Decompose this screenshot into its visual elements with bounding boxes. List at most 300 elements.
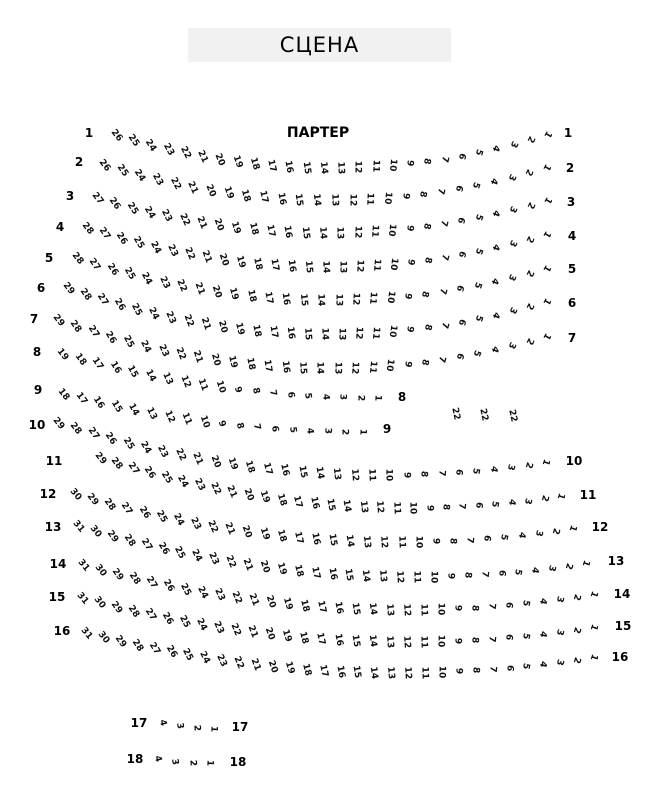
seat[interactable]: 9	[423, 504, 435, 511]
seat[interactable]: 1	[539, 457, 552, 467]
seat[interactable]: 25	[177, 613, 193, 630]
seat[interactable]: 12	[378, 535, 390, 549]
seat[interactable]: 17	[267, 325, 280, 340]
seat[interactable]: 29	[50, 415, 67, 432]
seat[interactable]: 21	[248, 657, 263, 673]
seat[interactable]: 14	[341, 498, 353, 513]
seat[interactable]: 10	[383, 358, 396, 373]
seat[interactable]: 11	[195, 376, 210, 393]
seat[interactable]: 10	[197, 413, 211, 430]
seat[interactable]: 24	[138, 338, 153, 355]
seat[interactable]: 21	[194, 214, 209, 231]
seat[interactable]: 3	[554, 657, 566, 667]
seat[interactable]: 20	[215, 319, 229, 335]
seat[interactable]: 23	[155, 443, 171, 460]
seat[interactable]: 7	[436, 286, 448, 296]
seat[interactable]: 30	[92, 562, 109, 579]
seat[interactable]: 8	[233, 421, 245, 430]
seat[interactable]: 31	[78, 625, 95, 642]
seat[interactable]: 18	[244, 357, 257, 372]
seat[interactable]: 15	[350, 665, 363, 680]
seat[interactable]: 24	[137, 439, 153, 456]
seat[interactable]: 5	[498, 533, 510, 541]
seat[interactable]: 1	[540, 296, 553, 307]
seat[interactable]: 4	[505, 498, 517, 507]
seat[interactable]: 20	[265, 659, 280, 675]
seat[interactable]: 10	[386, 158, 398, 172]
seat[interactable]: 15	[108, 398, 124, 415]
seat[interactable]: 10	[407, 501, 418, 515]
seat[interactable]: 22	[506, 408, 519, 424]
seat[interactable]: 3	[506, 204, 519, 215]
seat[interactable]: 8	[420, 221, 432, 231]
seat[interactable]: 15	[297, 361, 308, 375]
seat[interactable]: 10	[387, 324, 399, 339]
seat[interactable]: 10	[381, 191, 393, 205]
seat[interactable]: 24	[139, 270, 155, 287]
seat[interactable]: 2	[191, 724, 202, 732]
seat[interactable]: 21	[240, 556, 255, 573]
seat[interactable]: 16	[282, 159, 295, 174]
seat[interactable]: 24	[194, 616, 209, 633]
seat[interactable]: 17	[73, 390, 89, 407]
seat[interactable]: 14	[319, 327, 330, 341]
seat[interactable]: 2	[524, 200, 537, 211]
seat[interactable]: 4	[515, 531, 527, 540]
seat[interactable]: 19	[221, 185, 235, 201]
seat[interactable]: 23	[155, 342, 171, 359]
seat[interactable]: 22	[477, 407, 490, 423]
seat[interactable]: 5	[472, 313, 484, 324]
seat[interactable]: 6	[453, 351, 466, 362]
seat[interactable]: 30	[91, 595, 108, 612]
seat[interactable]: 11	[370, 258, 383, 272]
seat[interactable]: 7	[266, 389, 278, 398]
seat[interactable]: 13	[333, 293, 344, 307]
seat[interactable]: 9	[405, 258, 416, 266]
seat[interactable]: 13	[331, 467, 343, 481]
seat[interactable]: 3	[174, 722, 185, 731]
seat[interactable]: 10	[435, 602, 446, 616]
seat[interactable]: 7	[485, 635, 497, 643]
seat[interactable]: 28	[68, 318, 84, 335]
seat[interactable]: 16	[278, 463, 291, 478]
seat[interactable]: 14	[368, 665, 380, 680]
seat[interactable]: 31	[74, 590, 91, 607]
seat[interactable]: 13	[144, 405, 159, 422]
seat[interactable]: 15	[342, 568, 355, 582]
seat[interactable]: 21	[185, 179, 200, 196]
seat[interactable]: 6	[502, 633, 514, 642]
seat[interactable]: 2	[524, 134, 537, 145]
seat[interactable]: 17	[291, 494, 305, 509]
seat[interactable]: 22	[231, 655, 246, 671]
seat[interactable]: 22	[228, 622, 243, 638]
seat[interactable]: 27	[125, 460, 141, 477]
seat[interactable]: 14	[366, 602, 379, 617]
seat[interactable]: 22	[182, 246, 197, 262]
seat[interactable]: 4	[151, 754, 164, 764]
seat[interactable]: 7	[251, 423, 263, 432]
seat[interactable]: 5	[472, 147, 485, 157]
seat[interactable]: 24	[197, 650, 213, 666]
seat[interactable]: 24	[170, 512, 186, 529]
seat[interactable]: 22	[174, 278, 189, 294]
seat[interactable]: 9	[452, 637, 463, 645]
seat[interactable]: 20	[263, 594, 278, 610]
seat[interactable]: 18	[72, 351, 88, 368]
seat[interactable]: 13	[383, 634, 395, 649]
seat[interactable]: 13	[385, 666, 397, 680]
seat[interactable]: 11	[179, 411, 194, 427]
seat[interactable]: 19	[282, 660, 296, 676]
seat[interactable]: 3	[505, 340, 518, 351]
seat[interactable]: 22	[173, 346, 188, 362]
seat[interactable]: 8	[417, 189, 429, 199]
seat[interactable]: 24	[189, 548, 205, 564]
seat[interactable]: 19	[234, 254, 247, 270]
seat[interactable]: 2	[522, 460, 534, 470]
seat[interactable]: 4	[304, 427, 315, 435]
seat[interactable]: 21	[199, 249, 214, 265]
seat[interactable]: 19	[230, 154, 244, 170]
seat[interactable]: 28	[125, 603, 142, 620]
seat[interactable]: 18	[247, 156, 261, 172]
seat[interactable]: 15	[300, 160, 312, 175]
seat[interactable]: 5	[489, 500, 501, 509]
seat[interactable]: 5	[512, 567, 524, 576]
seat[interactable]: 16	[280, 291, 292, 306]
seat[interactable]: 7	[486, 665, 498, 673]
seat[interactable]: 11	[418, 603, 429, 616]
seat[interactable]: 2	[562, 561, 575, 571]
seat[interactable]: 16	[309, 531, 322, 547]
seat[interactable]: 11	[364, 192, 375, 206]
seat[interactable]: 15	[295, 464, 309, 480]
seat[interactable]: 25	[158, 469, 174, 486]
seat[interactable]: 4	[537, 660, 549, 669]
seat[interactable]: 14	[317, 161, 329, 175]
seat[interactable]: 1	[587, 652, 600, 662]
seat[interactable]: 10	[435, 634, 446, 648]
seat[interactable]: 16	[279, 360, 291, 374]
seat[interactable]: 7	[434, 187, 446, 196]
seat[interactable]: 23	[163, 309, 178, 326]
seat[interactable]: 12	[161, 408, 177, 425]
seat[interactable]: 24	[141, 204, 157, 221]
seat[interactable]: 20	[212, 151, 227, 168]
seat[interactable]: 27	[87, 256, 103, 273]
seat[interactable]: 26	[103, 329, 119, 346]
seat[interactable]: 23	[211, 619, 226, 636]
seat[interactable]: 8	[421, 157, 433, 166]
seat[interactable]: 5	[470, 466, 482, 475]
seat[interactable]: 9	[452, 605, 463, 612]
seat[interactable]: 25	[153, 508, 169, 525]
seat[interactable]: 17	[264, 223, 277, 238]
seat[interactable]: 7	[438, 253, 451, 262]
seat[interactable]: 16	[90, 394, 107, 411]
seat[interactable]: 9	[453, 668, 464, 675]
seat[interactable]: 12	[347, 193, 358, 207]
seat[interactable]: 8	[469, 636, 480, 644]
seat[interactable]: 7	[435, 469, 447, 478]
seat[interactable]: 17	[314, 631, 328, 647]
seat[interactable]: 8	[469, 604, 480, 612]
seat[interactable]: 17	[260, 461, 274, 476]
seat[interactable]: 18	[239, 188, 253, 203]
seat[interactable]: 25	[124, 200, 140, 217]
seat[interactable]: 24	[132, 167, 148, 184]
seat[interactable]: 31	[75, 557, 92, 574]
seat[interactable]: 26	[108, 127, 125, 144]
seat[interactable]: 15	[302, 259, 315, 274]
seat[interactable]: 25	[178, 581, 193, 598]
seat[interactable]: 4	[536, 629, 548, 639]
seat[interactable]: 4	[319, 393, 331, 401]
seat[interactable]: 11	[366, 468, 377, 482]
seat[interactable]: 20	[208, 453, 222, 469]
seat[interactable]: 29	[108, 599, 125, 616]
seat[interactable]: 16	[325, 566, 339, 582]
seat[interactable]: 18	[274, 528, 288, 544]
seat[interactable]: 12	[351, 225, 363, 239]
seat[interactable]: 5	[472, 246, 485, 256]
seat[interactable]: 26	[106, 195, 123, 212]
seat[interactable]: 7	[436, 355, 448, 364]
seat[interactable]: 26	[136, 504, 152, 521]
seat[interactable]: 27	[119, 500, 135, 517]
seat[interactable]: 23	[165, 243, 180, 259]
seat[interactable]: 1	[540, 331, 553, 342]
seat[interactable]: 16	[275, 191, 288, 206]
seat[interactable]: 2	[570, 655, 583, 665]
seat[interactable]: 13	[383, 602, 396, 617]
seat[interactable]: 6	[495, 569, 507, 578]
seat[interactable]: 6	[455, 151, 467, 161]
seat[interactable]: 17	[261, 358, 274, 373]
seat[interactable]: 24	[148, 239, 163, 256]
seat[interactable]: 4	[489, 208, 502, 219]
seat[interactable]: 18	[243, 458, 257, 474]
seat[interactable]: 2	[339, 428, 350, 436]
seat[interactable]: 18	[246, 221, 260, 237]
seat[interactable]: 3	[505, 462, 517, 472]
seat[interactable]: 6	[452, 184, 464, 193]
seat[interactable]: 18	[298, 598, 311, 613]
seat[interactable]: 20	[216, 252, 231, 268]
seat[interactable]: 12	[352, 161, 363, 174]
seat[interactable]: 19	[232, 321, 246, 337]
seat[interactable]: 27	[142, 606, 159, 623]
seat[interactable]: 29	[50, 312, 67, 329]
seat[interactable]: 27	[94, 291, 111, 308]
seat[interactable]: 7	[438, 219, 450, 228]
seat[interactable]: 14	[126, 402, 142, 419]
seat[interactable]: 8	[419, 289, 431, 298]
seat[interactable]: 6	[453, 468, 464, 477]
seat[interactable]: 4	[489, 309, 502, 320]
seat[interactable]: 4	[529, 565, 541, 575]
seat[interactable]: 17	[265, 158, 278, 173]
seat[interactable]: 12	[349, 361, 361, 375]
seat[interactable]: 28	[109, 455, 125, 472]
seat[interactable]: 21	[190, 450, 205, 467]
seat[interactable]: 5	[470, 348, 483, 358]
seat[interactable]: 11	[411, 570, 422, 584]
seat[interactable]: 3	[553, 594, 566, 604]
seat[interactable]: 10	[413, 535, 424, 549]
seat[interactable]: 20	[203, 183, 218, 199]
seat[interactable]: 18	[291, 563, 305, 579]
seat[interactable]: 19	[229, 220, 243, 235]
seat[interactable]: 29	[84, 491, 101, 508]
seat[interactable]: 15	[293, 192, 305, 207]
seat[interactable]: 14	[314, 361, 326, 375]
seat[interactable]: 9	[216, 419, 228, 429]
seat[interactable]: 22	[178, 145, 193, 162]
seat[interactable]: 13	[160, 370, 175, 387]
seat[interactable]: 14	[366, 634, 378, 649]
seat[interactable]: 16	[281, 224, 294, 239]
seat[interactable]: 12	[401, 603, 412, 617]
seat[interactable]: 6	[455, 317, 467, 327]
seat[interactable]: 21	[224, 483, 239, 500]
seat[interactable]: 22	[181, 313, 195, 329]
seat[interactable]: 18	[55, 386, 72, 403]
seat[interactable]: 25	[130, 235, 146, 252]
seat[interactable]: 15	[326, 533, 339, 548]
seat[interactable]: 26	[104, 261, 120, 278]
seat[interactable]: 22	[176, 211, 192, 228]
seat[interactable]: 11	[369, 159, 381, 173]
seat[interactable]: 1	[372, 394, 383, 402]
seat[interactable]: 23	[159, 208, 174, 225]
seat[interactable]: 25	[129, 301, 145, 318]
seat[interactable]: 28	[129, 637, 145, 654]
seat[interactable]: 9	[404, 325, 416, 334]
seat[interactable]: 19	[257, 489, 272, 505]
seat[interactable]: 11	[395, 535, 407, 549]
seat[interactable]: 4	[156, 718, 169, 728]
seat[interactable]: 11	[419, 666, 430, 680]
seat[interactable]: 22	[229, 590, 244, 606]
seat[interactable]: 12	[400, 635, 412, 649]
seat[interactable]: 30	[87, 523, 104, 540]
seat[interactable]: 18	[299, 662, 313, 677]
seat[interactable]: 6	[503, 663, 515, 672]
seat[interactable]: 3	[505, 272, 518, 283]
seat[interactable]: 16	[307, 495, 321, 511]
seat[interactable]: 14	[320, 260, 331, 274]
seat[interactable]: 26	[163, 644, 179, 661]
seat[interactable]: 23	[214, 652, 229, 669]
seat[interactable]: 25	[180, 647, 196, 664]
seat[interactable]: 20	[209, 284, 224, 300]
seat[interactable]: 18	[250, 323, 263, 338]
seat[interactable]: 8	[418, 357, 431, 366]
seat[interactable]: 15	[297, 292, 309, 307]
seat[interactable]: 2	[522, 167, 535, 178]
seat[interactable]: 1	[540, 263, 553, 274]
seat[interactable]: 3	[507, 139, 519, 150]
seat[interactable]: 6	[269, 424, 280, 433]
seat[interactable]: 14	[311, 193, 323, 207]
seat[interactable]: 14	[313, 466, 326, 481]
seat[interactable]: 17	[262, 290, 275, 305]
seat[interactable]: 14	[315, 293, 326, 307]
seat[interactable]: 1	[566, 523, 579, 533]
seat[interactable]: 7	[486, 602, 497, 611]
seat[interactable]: 12	[402, 666, 413, 680]
seat[interactable]: 28	[121, 532, 137, 549]
seat[interactable]: 28	[79, 220, 96, 237]
seat[interactable]: 21	[245, 624, 260, 640]
seat[interactable]: 10	[386, 223, 398, 237]
seat[interactable]: 7	[438, 320, 450, 330]
seat[interactable]: 4	[488, 276, 501, 287]
seat[interactable]: 6	[503, 601, 514, 609]
seat[interactable]: 11	[366, 360, 378, 374]
seat[interactable]: 14	[343, 534, 356, 548]
seat[interactable]: 25	[114, 162, 130, 179]
seat[interactable]: 13	[329, 193, 340, 207]
seat[interactable]: 15	[299, 225, 311, 240]
seat[interactable]: 4	[488, 344, 500, 355]
seat[interactable]: 3	[546, 563, 558, 573]
seat[interactable]: 5	[302, 392, 313, 400]
seat[interactable]: 27	[96, 225, 113, 242]
seat[interactable]: 12	[353, 326, 365, 341]
seat[interactable]: 3	[322, 428, 333, 435]
seat[interactable]: 3	[505, 172, 517, 182]
seat[interactable]: 29	[104, 528, 120, 545]
seat[interactable]: 2	[523, 233, 536, 245]
seat[interactable]: 2	[523, 267, 535, 279]
seat[interactable]: 21	[192, 281, 206, 297]
seat[interactable]: 26	[160, 610, 176, 627]
seat[interactable]: 30	[95, 629, 112, 646]
seat[interactable]: 29	[112, 633, 128, 650]
seat[interactable]: 2	[186, 759, 198, 767]
seat[interactable]: 4	[489, 242, 502, 253]
seat[interactable]: 19	[227, 286, 241, 302]
seat[interactable]: 7	[478, 570, 490, 579]
seat[interactable]: 15	[324, 497, 337, 512]
seat[interactable]: 4	[487, 176, 500, 187]
seat[interactable]: 8	[421, 255, 434, 265]
seat[interactable]: 11	[367, 291, 379, 306]
seat[interactable]: 27	[89, 190, 106, 207]
seat[interactable]: 10	[436, 665, 447, 679]
seat[interactable]: 2	[523, 335, 535, 347]
seat[interactable]: 18	[251, 256, 264, 271]
seat[interactable]: 26	[155, 540, 171, 557]
seat[interactable]: 8	[440, 503, 451, 511]
seat[interactable]: 22	[223, 554, 238, 570]
seat[interactable]: 25	[120, 435, 136, 452]
seat[interactable]: 21	[195, 148, 210, 165]
seat[interactable]: 1	[204, 759, 215, 767]
seat[interactable]: 12	[394, 570, 405, 584]
seat[interactable]: 25	[125, 132, 142, 149]
seat[interactable]: 17	[308, 565, 322, 580]
seat[interactable]: 1	[554, 491, 567, 501]
seat[interactable]: 13	[335, 161, 346, 175]
seat[interactable]: 13	[337, 260, 348, 273]
seat[interactable]: 9	[404, 159, 415, 168]
seat[interactable]: 1	[540, 229, 553, 240]
